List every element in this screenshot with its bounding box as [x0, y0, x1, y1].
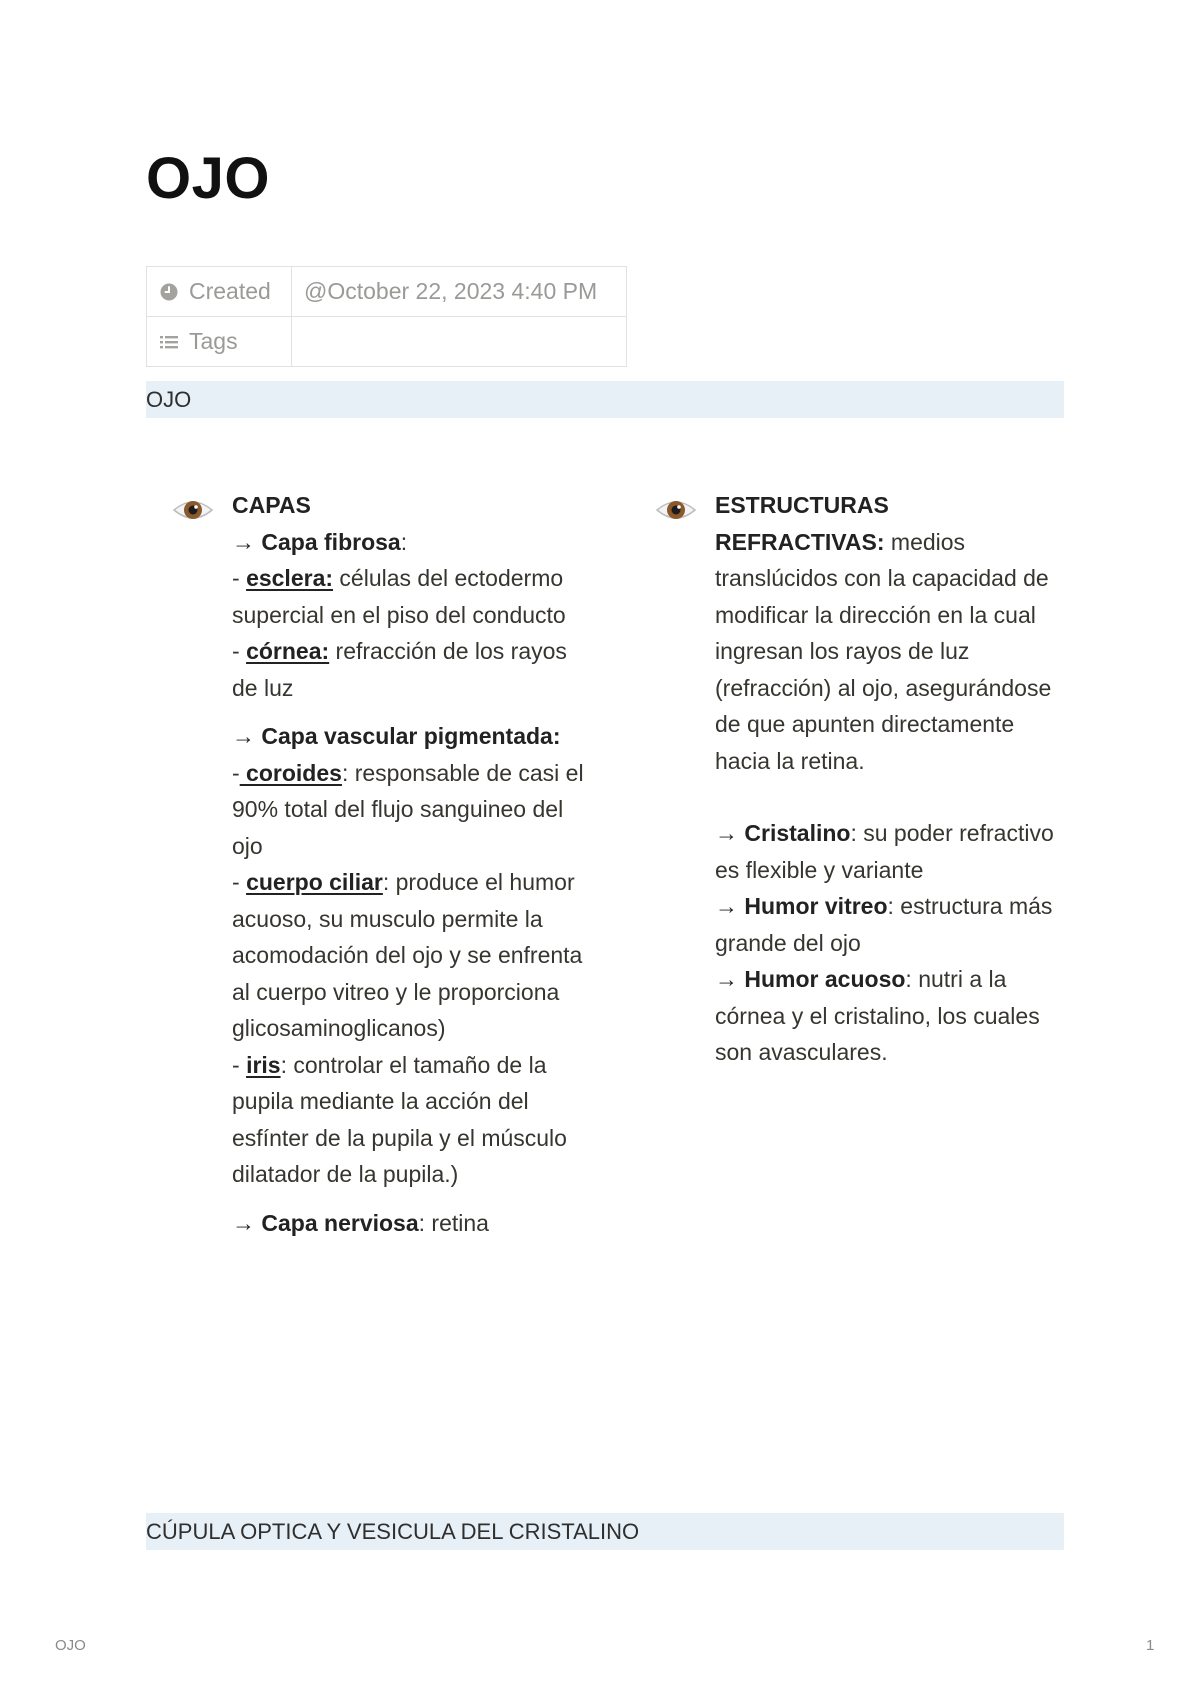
intro-text: medios translúcidos con la capacidad de modificar la dirección en la cual ingresan los rayos de luz (refracción) al ojo, asegurándose de que apunten directamente hacia la retina.	[715, 528, 1052, 774]
term-iris: iris	[246, 1051, 281, 1078]
property-value-tags[interactable]	[292, 317, 627, 367]
properties-table	[146, 266, 627, 367]
callout-heading: CAPAS	[232, 492, 311, 518]
capa-vascular-title: Capa vascular pigmentada:	[261, 723, 561, 749]
term-humor-vitreo: → Humor vitreo	[715, 893, 888, 919]
term-cornea: córnea:	[246, 638, 330, 664]
capa-fibrosa-title: → Capa fibrosa	[232, 528, 401, 555]
coroides-text: : responsable de casi el 90% total del flujo sanguineo del ojo	[232, 759, 584, 859]
property-value-created[interactable]: @October 22, 2023 4:40 PM	[292, 267, 627, 317]
cristalino-text: : su poder refractivo es flexible y variante	[715, 820, 1054, 883]
property-row-created	[147, 267, 627, 317]
esclera-text: células del ectodermo supercial en el piso del conducto	[232, 565, 566, 628]
footer-title: OJO	[55, 1637, 86, 1654]
callout-heading: ESTRUCTURAS REFRACTIVAS:	[715, 492, 889, 555]
term-coroides: coroides	[239, 759, 342, 786]
clock-icon	[159, 282, 179, 302]
acuoso-text: : nutri a la córnea y el cristalino, los cuales son avasculares.	[715, 966, 1040, 1065]
section-heading-ojo: OJO	[146, 381, 1064, 418]
eye-icon	[655, 493, 697, 527]
property-label-cell[interactable]	[147, 267, 292, 317]
iris-text: : controlar el tamaño de la pupila mediante la acción del esfínter de la pupila y el músculo dilatador de la pupila.)	[232, 1051, 567, 1187]
term-cristalino: → Cristalino	[715, 820, 851, 846]
capa-nerviosa-title: → Capa nerviosa	[232, 1209, 419, 1236]
list-icon	[159, 332, 179, 352]
cornea-text: refracción de los rayos de luz	[232, 638, 567, 701]
page-number: 1	[1146, 1637, 1155, 1654]
property-row-tags	[147, 317, 627, 367]
property-label: Created	[189, 278, 271, 304]
arrow: →	[232, 723, 255, 749]
eye-icon	[172, 493, 214, 527]
term-humor-acuoso: → Humor acuoso	[715, 966, 906, 992]
colon: :	[400, 528, 408, 555]
term-cuerpo-ciliar: cuerpo ciliar	[246, 869, 383, 895]
section-heading-cupula-optica: CÚPULA OPTICA Y VESICULA DEL CRISTALINO	[146, 1513, 1064, 1550]
property-label: Tags	[189, 328, 238, 354]
page-title: OJO	[146, 146, 270, 211]
term-esclera: esclera:	[246, 565, 334, 591]
ciliar-text: : produce el humor acuoso, su musculo permite la acomodación del ojo y se enfrenta al cuerpo vitreo y le proporciona glicosaminoglicanos)	[232, 869, 583, 1041]
vitreo-text: : estructura más grande del ojo	[715, 893, 1053, 956]
nerviosa-text: : retina	[418, 1209, 489, 1236]
property-label-cell[interactable]	[147, 317, 292, 367]
